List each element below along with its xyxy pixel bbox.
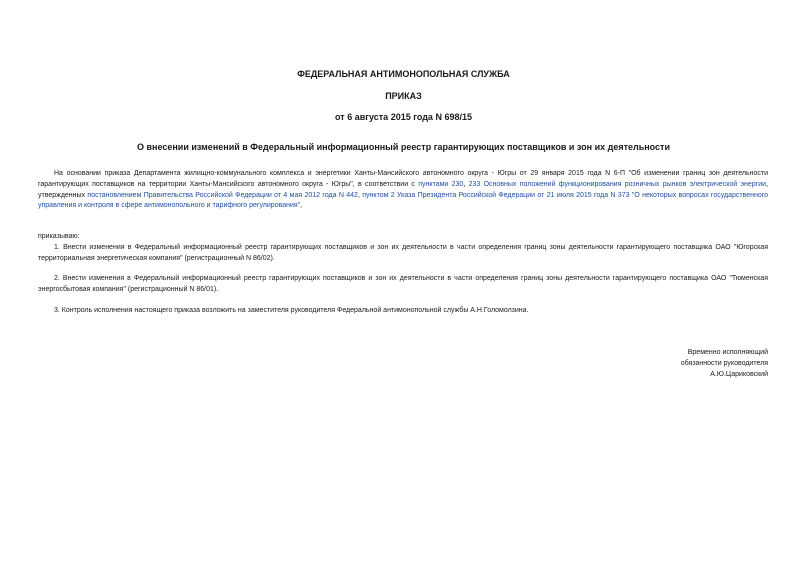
signature-name: А.Ю.Цариковский: [710, 370, 768, 378]
link-item-233-regulations[interactable]: 233 Основных положений функционирования розничных рынков электрической энергии: [468, 180, 767, 188]
signature-block: [681, 348, 768, 380]
order-item-3: 3. Контроль исполнения настоящего приказа возложить на заместителя руководителя Федеральной антимонопольной службы А.Н.Голомолзина.: [54, 307, 529, 314]
order-item-2: 2. Внести изменения в Федеральный информационный реестр гарантирующих поставщиков и зон их деятельности в части определения границ зоны деятельности гарантирующего поставщика ОАО "Тюменская энергосбытовая компания" (регистрационный N 86/01).: [38, 275, 768, 293]
document-type: ПРИКАЗ: [385, 91, 422, 101]
order-word: приказываю:: [38, 233, 80, 240]
document-date-number: от 6 августа 2015 года N 698/15: [335, 112, 472, 122]
link-government-decree-442[interactable]: постановлением Правительства Российской Федерации от 4 мая 2012 года N 442: [87, 191, 358, 199]
preamble-text-1: На основании приказа Департамента жилищно-коммунального комплекса и энергетики Ханты-Мансийского автономного округа - Югры от 29 января 2015 года N 6-П "Об изменении границ зон деятельности гарантирующих поставщиков на территории Ханты-Мансийского автономного округа - Югры", в соответствии с: [38, 170, 768, 188]
preamble-text-5: ,: [300, 202, 303, 210]
link-items-230[interactable]: пунктами 230: [418, 180, 464, 188]
signature-position-line-1: Временно исполняющий: [687, 349, 768, 356]
organization-heading: ФЕДЕРАЛЬНАЯ АНТИМОНОПОЛЬНАЯ СЛУЖБА: [297, 69, 510, 79]
preamble-paragraph: [38, 169, 768, 212]
link-presidential-decree-373[interactable]: пунктом 2 Указа Президента Российской Федерации от 21 июля 2015 года N 373 "О некоторых вопросах государственного управления и контроля в сфере антимонопольного и тарифного регулирования": [38, 191, 769, 210]
document-title: О внесении изменений в Федеральный информационный реестр гарантирующих поставщиков и зон их деятельности: [137, 142, 670, 152]
order-item-1: 1. Внести изменения в Федеральный информационный реестр гарантирующих поставщиков и зон их деятельности в части определения границ зоны деятельности гарантирующего поставщика ОАО "Югорская территориальная энергетическая компания" (регистрационный N 86/02).: [38, 244, 768, 262]
preamble-text-2: ,: [463, 180, 469, 188]
preamble-text-4: ,: [357, 191, 363, 199]
signature-position-line-2: обязанности руководителя: [680, 359, 768, 367]
preamble-text-3: , утвержденных: [38, 180, 769, 199]
